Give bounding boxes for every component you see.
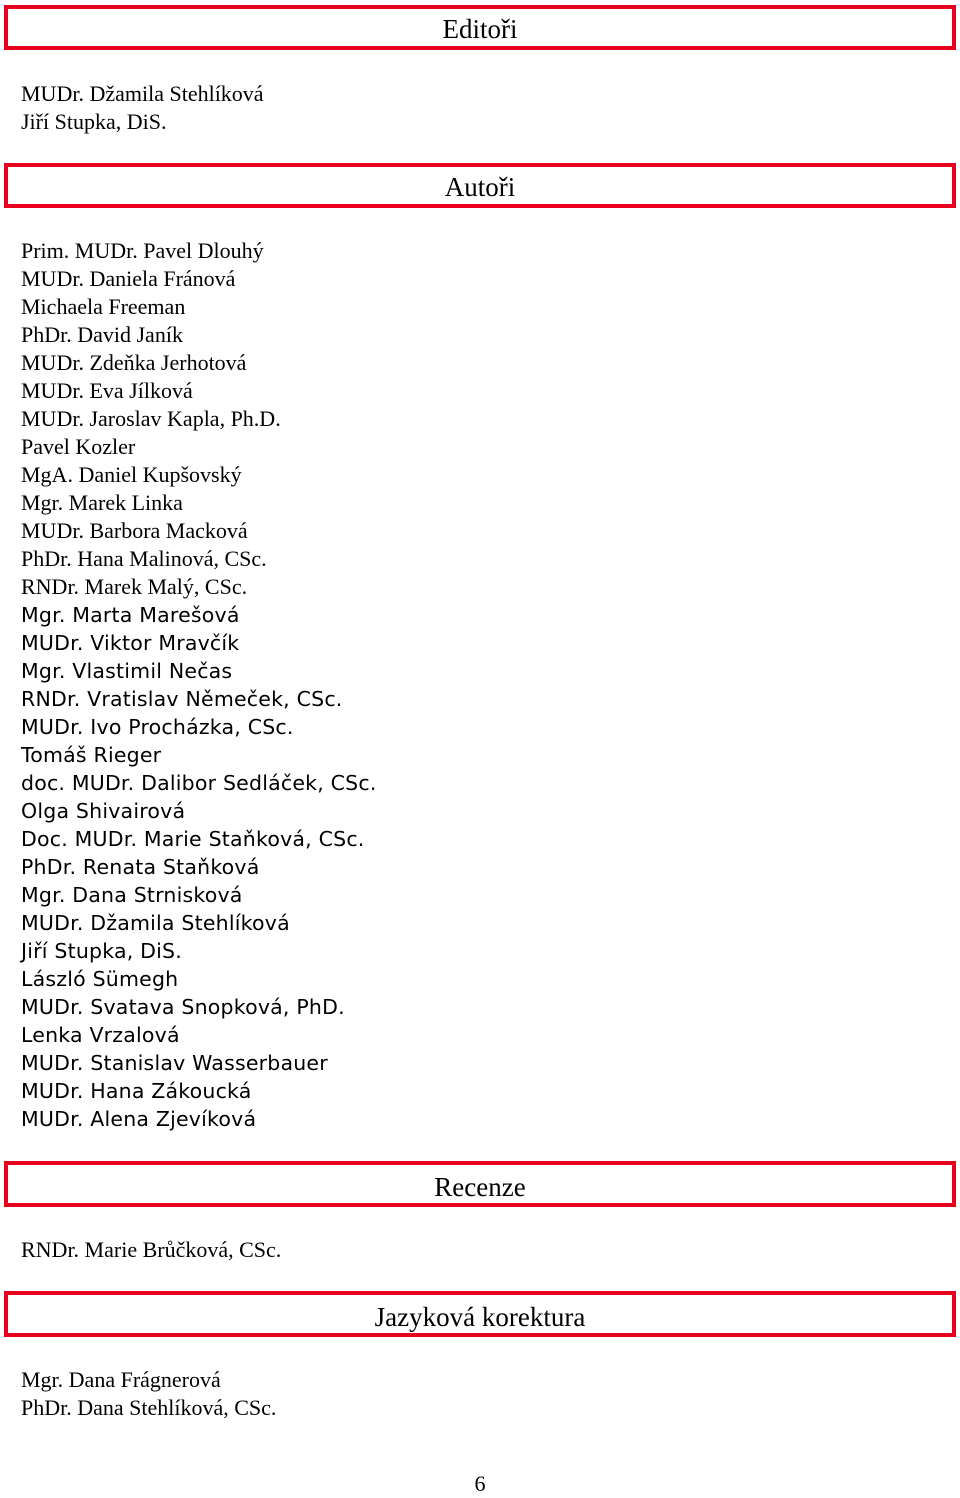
list-item: MUDr. Svatava Snopková, PhD. [21,995,345,1019]
section-title-editors: Editoři [442,14,518,44]
authors-list [21,237,377,1133]
section-title-proofreading: Jazyková korektura [374,1302,586,1332]
list-item: Olga Shivairová [21,799,186,823]
list-item: Mgr. Dana Frágnerová [21,1367,221,1392]
list-item: MgA. Daniel Kupšovský [21,462,242,487]
list-item: Lenka Vrzalová [21,1023,180,1047]
list-item: PhDr. David Janík [21,322,183,347]
list-item: PhDr. Dana Stehlíková, CSc. [21,1395,277,1420]
section-header-review [4,1161,956,1207]
list-item: MUDr. Stanislav Wasserbauer [21,1051,328,1075]
proofreading-list [21,1366,276,1422]
list-item: Mgr. Dana Strnisková [21,883,243,907]
list-item: Mgr. Marek Linka [21,490,183,515]
list-item: RNDr. Marie Brůčková, CSc. [21,1237,282,1262]
list-item: RNDr. Vratislav Němeček, CSc. [21,687,343,711]
section-header-proofreading [4,1291,956,1337]
list-item: MUDr. Hana Zákoucká [21,1079,252,1103]
list-item: doc. MUDr. Dalibor Sedláček, CSc. [21,771,377,795]
list-item: PhDr. Renata Staňková [21,855,260,879]
list-item: PhDr. Hana Malinová, CSc. [21,546,267,571]
list-item: MUDr. Zdeňka Jerhotová [21,350,247,375]
list-item: MUDr. Eva Jílková [21,378,193,403]
list-item: Jiří Stupka, DiS. [21,109,167,134]
list-item: MUDr. Daniela Fránová [21,266,236,291]
review-list [21,1236,281,1264]
section-title-authors: Autoři [444,172,516,202]
list-item: Mgr. Vlastimil Nečas [21,659,233,683]
editors-list [21,80,264,136]
list-item: Jiří Stupka, DiS. [21,939,182,963]
list-item: MUDr. Ivo Procházka, CSc. [21,715,294,739]
list-item: László Sümegh [21,967,179,991]
list-item: MUDr. Džamila Stehlíková [21,81,264,106]
section-header-editors [4,5,956,50]
list-item: RNDr. Marek Malý, CSc. [21,574,248,599]
list-item: Pavel Kozler [21,434,136,459]
list-item: Tomáš Rieger [21,743,162,767]
list-item: MUDr. Jaroslav Kapla, Ph.D. [21,406,281,431]
list-item: MUDr. Džamila Stehlíková [21,911,290,935]
section-header-authors [4,163,956,208]
list-item: MUDr. Alena Zjevíková [21,1107,257,1131]
list-item: Prim. MUDr. Pavel Dlouhý [21,238,264,263]
list-item: MUDr. Viktor Mravčík [21,631,240,655]
page-number: 6 [474,1471,486,1496]
list-item: MUDr. Barbora Macková [21,518,248,543]
list-item: Mgr. Marta Marešová [21,603,240,627]
list-item: Doc. MUDr. Marie Staňková, CSc. [21,827,365,851]
list-item: Michaela Freeman [21,294,186,319]
section-title-review: Recenze [434,1172,526,1202]
